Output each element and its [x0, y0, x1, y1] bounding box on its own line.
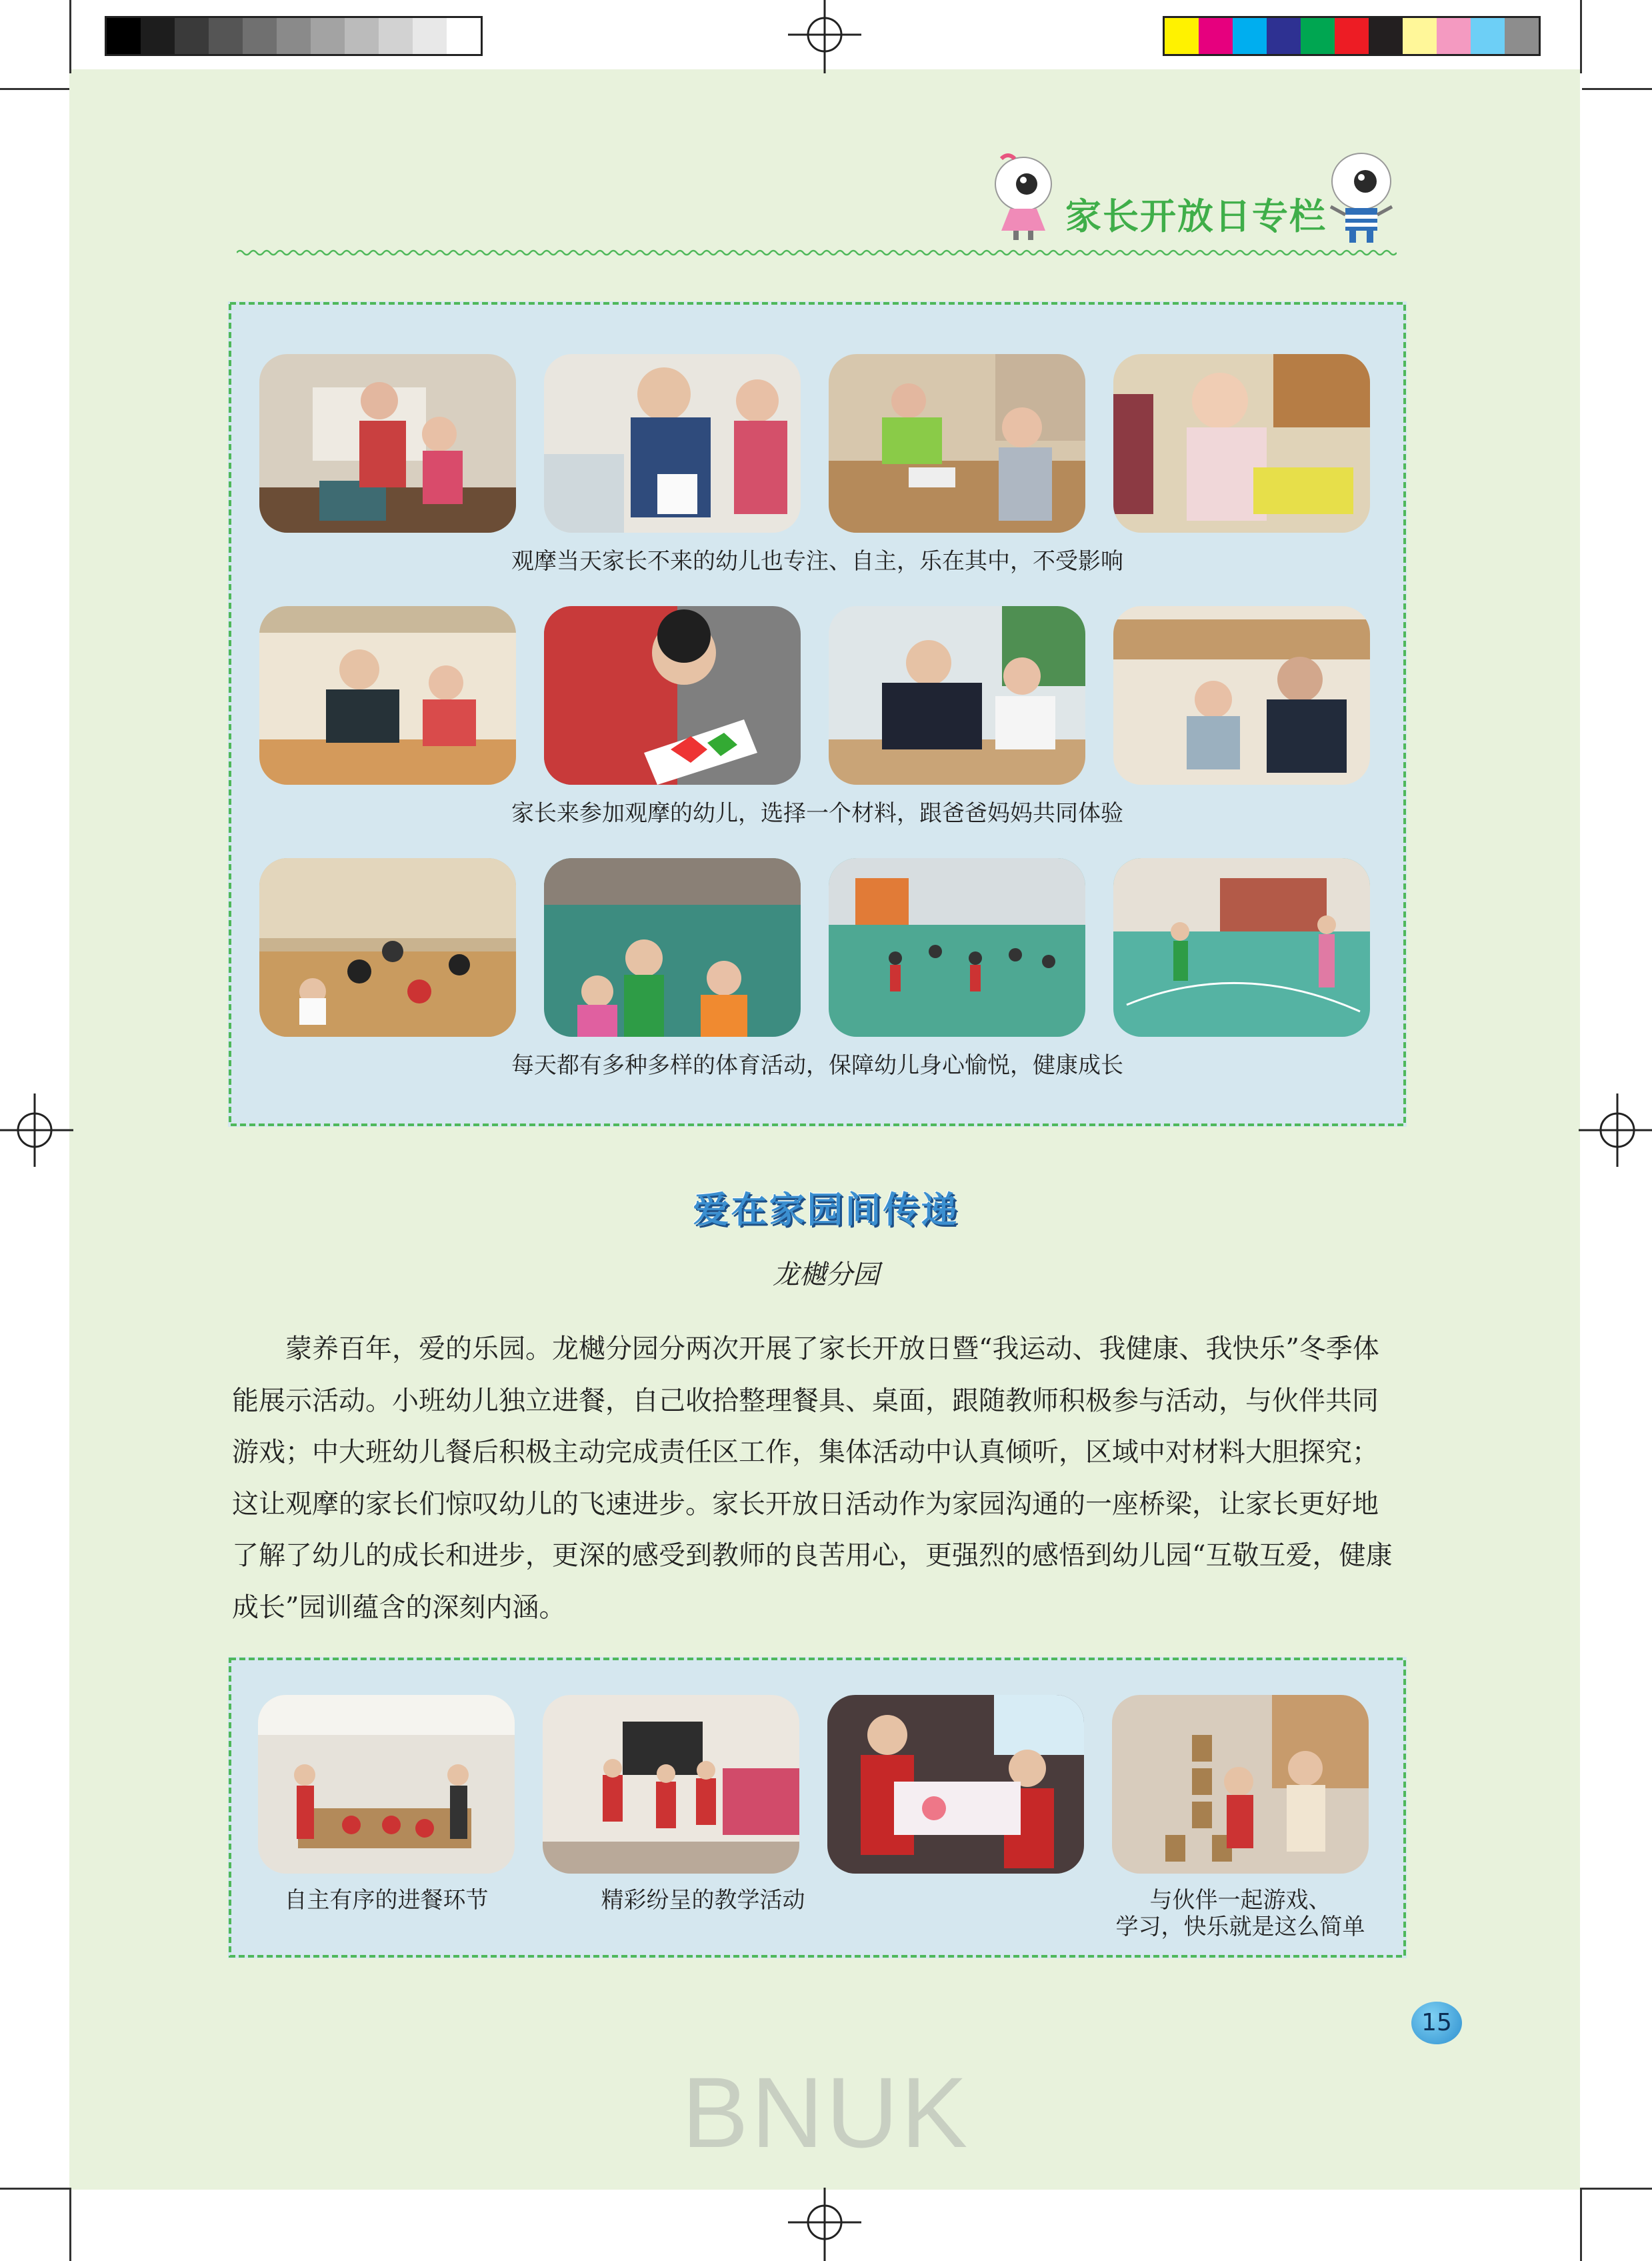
photo-playing — [1112, 1695, 1369, 1874]
photo-5 — [259, 606, 516, 785]
photo-drawing — [827, 1695, 1084, 1874]
column-header-title: 家长开放日专栏 — [1065, 195, 1327, 237]
page-number: 15 — [1411, 2002, 1462, 2044]
photo-gallery-bottom — [228, 1657, 1407, 1958]
crop-mark — [1582, 88, 1652, 90]
registration-mark-left — [0, 1093, 73, 1167]
photo-10 — [544, 858, 801, 1037]
photo-dining — [258, 1695, 515, 1874]
caption-dining: 自主有序的进餐环节 — [284, 1887, 489, 1914]
photo-2 — [544, 354, 801, 533]
caption-teaching: 精彩纷呈的教学活动 — [601, 1887, 805, 1914]
mascot-boy-icon — [1321, 148, 1401, 245]
mascot-girl-icon — [987, 152, 1060, 242]
caption-row-3: 每天都有多种多样的体育活动，保障幼儿身心愉悦，健康成长 — [511, 1052, 1123, 1079]
crop-mark — [0, 88, 69, 90]
photo-4 — [1113, 354, 1370, 533]
caption-playing-line-1: 与伙伴一起游戏、 — [1149, 1887, 1331, 1914]
photo-6 — [544, 606, 801, 785]
article-body — [232, 1324, 1400, 1634]
crop-mark — [0, 2188, 69, 2190]
photo-3 — [829, 354, 1085, 533]
photo-7 — [829, 606, 1085, 785]
registration-mark-top — [788, 0, 861, 73]
registration-mark-bottom — [788, 2188, 861, 2261]
caption-row-2: 家长来参加观摩的幼儿，选择一个材料，跟爸爸妈妈共同体验 — [511, 800, 1123, 827]
caption-row-1: 观摩当天家长不来的幼儿也专注、自主，乐在其中，不受影响 — [511, 548, 1123, 575]
article-title: 爱在家园间传递 — [693, 1189, 959, 1231]
photo-gallery-top — [228, 301, 1407, 1127]
article-paragraph: 蒙养百年，爱的乐园。龙樾分园分两次开展了家长开放日暨“我运动、我健康、我快乐”冬季体能展示活动。小班幼儿独立进餐，自己收拾整理餐具、桌面，跟随教师积极参与活动，与伙伴共同游戏；中大班幼儿餐后积极主动完成责任区工作，集体活动中认真倾听，区域中对材料大胆探究；这让观摩的家长们惊叹幼儿的飞速进步。家长开放日活动作为家园沟通的一座桥梁，让家长更好地了解了幼儿的成长和进步，更深的感受到教师的良苦用心，更强烈的感悟到幼儿园“互敬互爱，健康成长”园训蕴含的深刻内涵。 — [232, 1334, 1393, 1623]
article-subtitle: 龙樾分园 — [773, 1260, 879, 1290]
grayscale-calibration-bar — [105, 16, 483, 56]
color-calibration-bar — [1163, 16, 1541, 56]
photo-8 — [1113, 606, 1370, 785]
footer-logo: BNUK — [681, 2056, 971, 2168]
photo-9 — [259, 858, 516, 1037]
crop-mark — [1580, 2188, 1582, 2261]
photo-teaching — [543, 1695, 799, 1874]
crop-mark — [69, 2188, 71, 2261]
crop-mark — [1582, 2188, 1652, 2190]
photo-1 — [259, 354, 516, 533]
header-wavy-divider — [237, 248, 1397, 257]
photo-11 — [829, 858, 1085, 1037]
crop-mark — [69, 0, 71, 73]
caption-playing-line-2: 学习，快乐就是这么简单 — [1115, 1914, 1365, 1940]
photo-12 — [1113, 858, 1370, 1037]
registration-mark-right — [1579, 1093, 1652, 1167]
crop-mark — [1580, 0, 1582, 73]
